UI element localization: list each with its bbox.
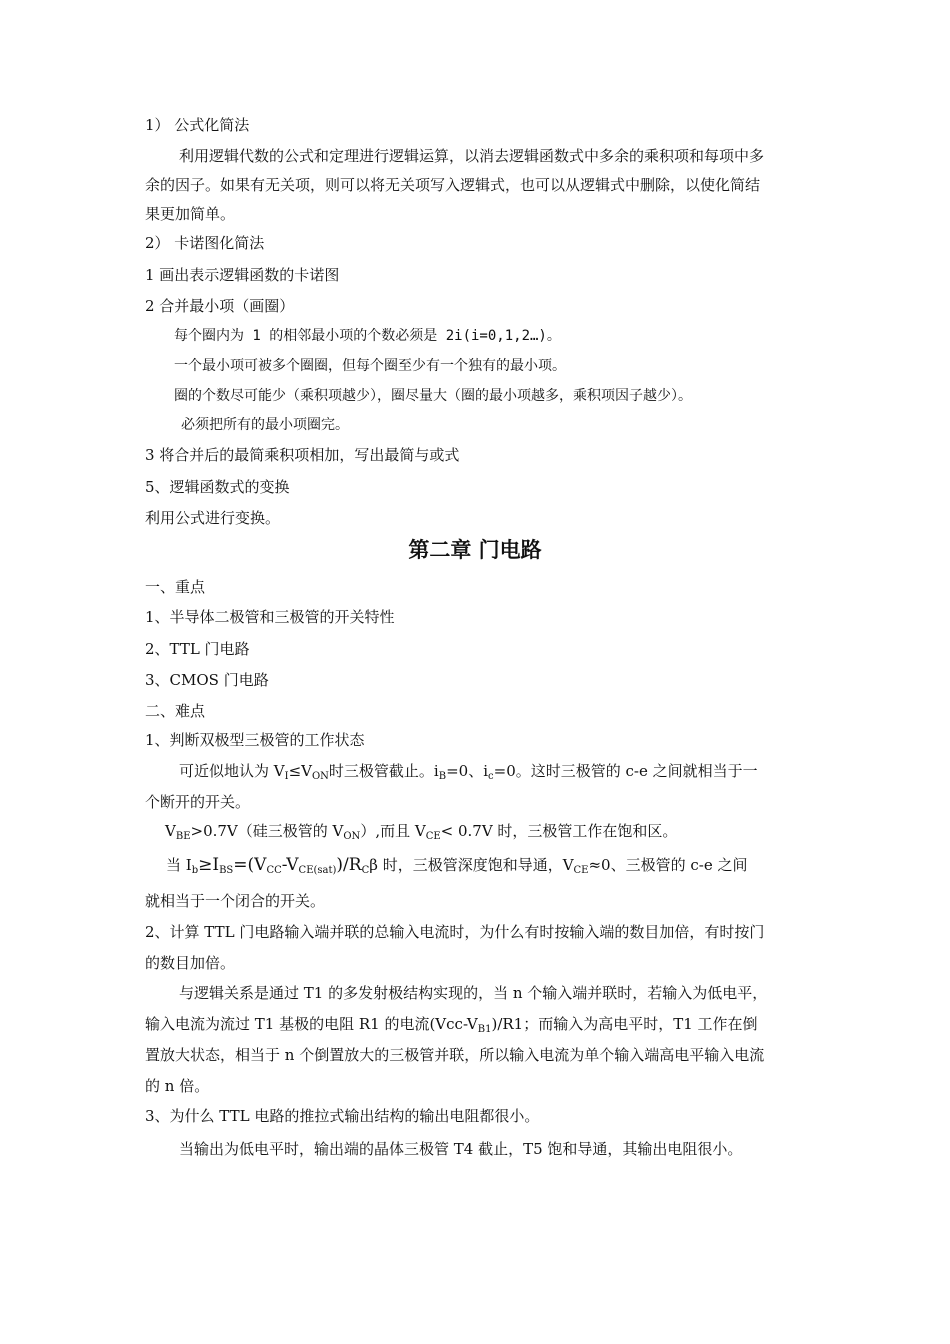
- paragraph-line: 置放大状态，相当于 n 个倒置放大的三极管并联，所以输入电流为单个输入端高电平输入电流: [145, 1046, 765, 1064]
- list-item: 1、判断双极型三极管的工作状态: [145, 731, 365, 749]
- rule-line: 每个圈内为 1 的相邻最小项的个数必须是 2i(i=0,1,2…)。: [174, 328, 561, 344]
- section-heading-difficulties: 二、难点: [145, 702, 206, 720]
- paragraph-line: 利用公式进行变换。: [145, 509, 281, 527]
- heading-formula-simplification: 1） 公式化简法: [145, 116, 250, 134]
- step-line: 1 画出表示逻辑函数的卡诺图: [145, 266, 340, 284]
- chapter-title: 第二章 门电路: [408, 538, 542, 562]
- paragraph-line: 输入电流为流过 T1 基极的电阻 R1 的电流$(Vcc-V_{B1})/R1$；而输入为高电平时，T1 工作在倒: [145, 1015, 758, 1035]
- section-heading-key-points: 一、重点: [145, 578, 206, 596]
- list-item: 2、计算 TTL 门电路输入端并联的总输入电流时，为什么有时按输入端的数目加倍，有时按门: [145, 923, 765, 941]
- paragraph-line: 当输出为低电平时，输出端的晶体三极管 T4 截止，T5 饱和导通，其输出电阻很小。: [179, 1140, 743, 1158]
- rule-line: 一个最小项可被多个圈圈，但每个圈至少有一个独有的最小项。: [174, 358, 566, 374]
- step-line: 3 将合并后的最简乘积项相加，写出最简与或式: [145, 446, 460, 464]
- rule-line: 必须把所有的最小项圈完。: [181, 417, 349, 433]
- paragraph-line: 利用逻辑代数的公式和定理进行逻辑运算，以消去逻辑函数式中多余的乘积项和每项中多: [179, 147, 765, 165]
- paragraph-line: 就相当于一个闭合的开关。: [145, 892, 326, 910]
- paragraph-line: 的数目加倍。: [145, 954, 236, 972]
- paragraph-line: 与逻辑关系是通过 T1 的多发射极结构实现的，当 n 个输入端并联时，若输入为低电平，: [179, 984, 768, 1002]
- rule-line: 圈的个数尽可能少（乘积项越少），圈尽量大（圈的最小项越多，乘积项因子越少）。: [174, 388, 692, 404]
- paragraph-line: 余的因子。如果有无关项，则可以将无关项写入逻辑式，也可以从逻辑式中删除，以使化简结: [145, 176, 761, 194]
- list-item: 1、半导体二极管和三极管的开关特性: [145, 608, 395, 626]
- list-item: 2、TTL 门电路: [145, 640, 250, 658]
- list-item: 3、为什么 TTL 电路的推拉式输出结构的输出电阻都很小。: [145, 1107, 540, 1125]
- paragraph-line: 果更加简单。: [145, 205, 236, 223]
- paragraph-line: 可近似地认为 $V_I\le V_{ON}$时三极管截止。$i_B=0$、$i_c=0$。这时三极管的 c-e 之间就相当于一: [179, 762, 758, 782]
- list-item: 3、CMOS 门电路: [145, 671, 269, 689]
- paragraph-line: 个断开的开关。: [145, 793, 251, 811]
- paragraph-line: $V_{BE}>0.7V$（硅三极管的 $V_{ON}$）,而且 $V_{CE}< 0.7V$ 时，三极管工作在饱和区。: [165, 822, 678, 842]
- step-line: 2 合并最小项（画圈）: [145, 297, 295, 315]
- heading-karnaugh-simplification: 2） 卡诺图化简法: [145, 234, 265, 252]
- paragraph-line: 的 n 倍。: [145, 1077, 210, 1095]
- heading-function-transform: 5、逻辑函数式的变换: [145, 478, 290, 496]
- paragraph-line: 当 $I_b\ge I_{BS}=(V_{CC}-V_{CE(sat)})/R_C\beta$ 时，三极管深度饱和导通，$V_{CE}\approx 0$、三极管的 c-e 之间: [166, 855, 748, 876]
